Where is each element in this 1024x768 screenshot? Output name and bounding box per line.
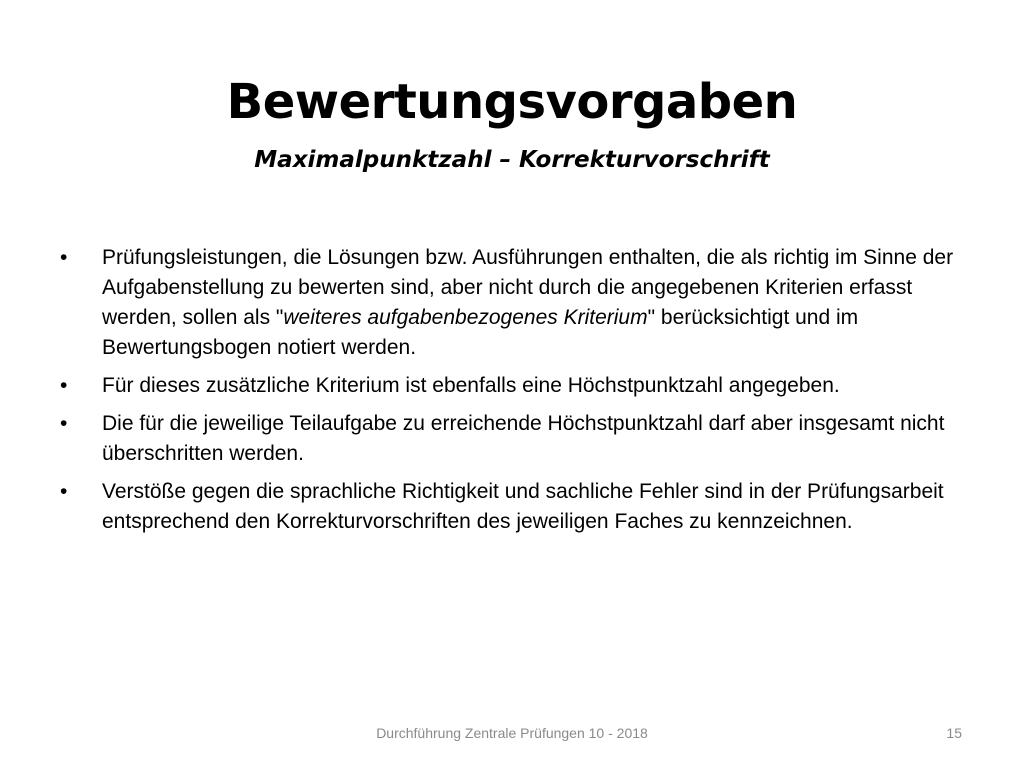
bullet-icon: • [60,374,68,397]
bullet-icon: • [60,480,68,503]
bullet-text-part: Prüfungsleistungen, die Lösungen bzw. Ausführungen enthalten, die als richtig im Sinne der Aufgabenstellung zu bewerten sind, aber nicht durch die angegebenen Kriterien erfasst werden, sollen als " [102,246,954,329]
bullet-item-1 [60,243,960,363]
bullet-text: Verstöße gegen die sprachliche Richtigkeit und sachliche Fehler sind in der Prüfungsarbeit entsprechend den Korrekturvorschriften des jeweiligen Faches zu kennzeichnen. [102,480,944,533]
bullet-text-part: " berücksichtigt und im Bewertungsbogen notiert werden. [102,306,859,359]
slide-title: Bewertungsvorgaben [226,74,798,130]
bullet-list [60,243,960,545]
bullet-item-3 [60,409,960,469]
bullet-icon: • [60,246,68,269]
bullet-text-italic: weiteres aufgabenbezogenes Kriterium [283,306,648,329]
page-number: 15 [946,725,962,741]
bullet-item-4 [60,477,960,537]
bullet-text: Die für die jeweilige Teilaufgabe zu erreichende Höchstpunktzahl darf aber insgesamt nicht überschritten werden. [102,412,945,465]
slide-subtitle: Maximalpunktzahl – Korrekturvorschrift [254,147,770,173]
footer-text: Durchführung Zentrale Prüfungen 10 - 2018 [376,725,648,741]
bullet-text [102,246,953,359]
bullet-item-2 [60,371,960,401]
bullet-text: Für dieses zusätzliche Kriterium ist ebenfalls eine Höchstpunktzahl angegeben. [102,374,840,397]
bullet-icon: • [60,412,68,435]
